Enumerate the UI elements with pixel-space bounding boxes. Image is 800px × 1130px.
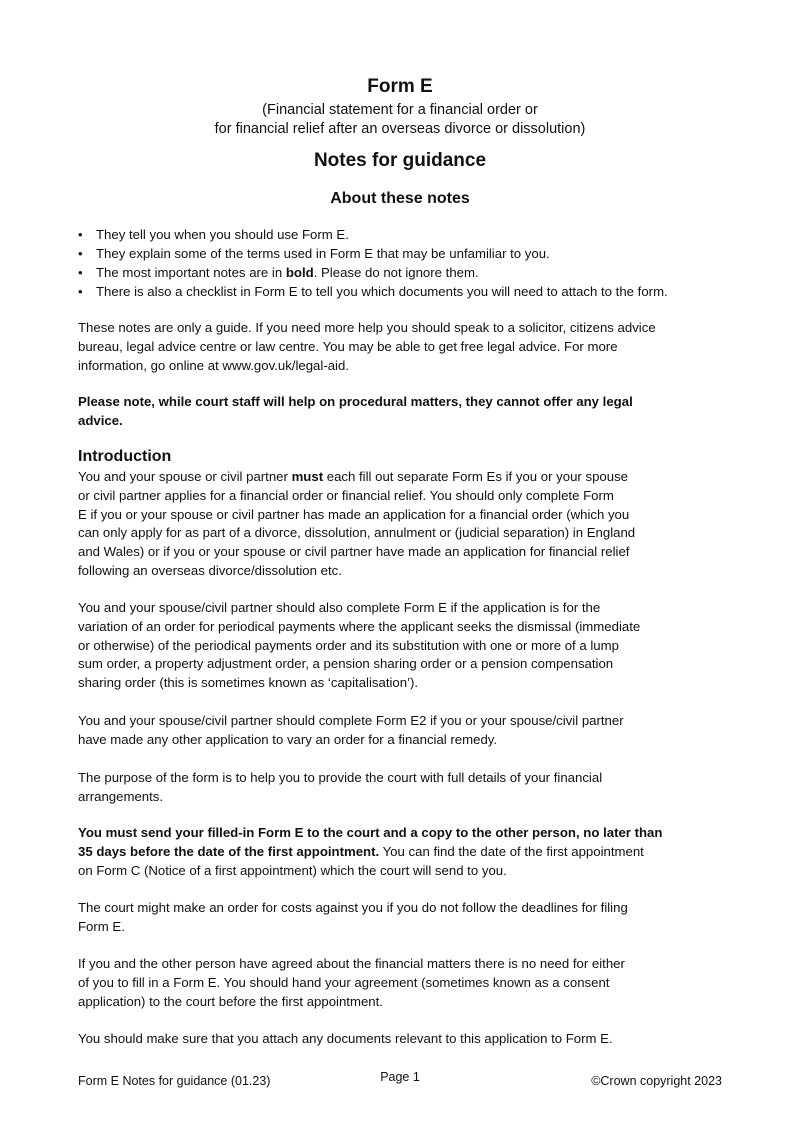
paragraph-line: application) to the court before the first appointment. (78, 993, 383, 1009)
introduction-paragraph-8 (78, 1030, 728, 1049)
bullet-text: . Please do not ignore them. (313, 265, 479, 280)
footer-copyright: ©Crown copyright 2023 (591, 1074, 722, 1088)
paragraph-line (78, 843, 728, 862)
bullet-item (78, 225, 738, 244)
introduction-paragraph-4 (78, 769, 728, 807)
paragraph-bold-text: 35 days before the date of the first appointment. (78, 843, 380, 859)
paragraph-line: You and your spouse/civil partner should also complete Form E if the application is for the (78, 600, 601, 615)
paragraph-text: You and your spouse or civil partner (78, 469, 292, 484)
paragraph-line: sharing order (this is sometimes known as ‘capitalisation’). (78, 675, 419, 691)
paragraph-text: You can find the date of the first appointment (379, 843, 644, 859)
introduction-paragraph-1 (78, 468, 728, 581)
notes-title: Notes for guidance (313, 150, 487, 171)
footer-form-reference: Form E Notes for guidance (01.23) (78, 1074, 271, 1088)
bullet-text: There is also a checklist in Form E to tell you which documents you will need to attach to the form. (96, 284, 668, 299)
paragraph-line: variation of an order for periodical payments where the applicant seeks the dismissal (immediate (78, 618, 641, 634)
paragraph-line: arrangements. (78, 788, 164, 804)
paragraph-line: E if you or your spouse or civil partner has made an application for a financial order (which you (78, 506, 630, 522)
introduction-paragraph-6 (78, 899, 728, 937)
introduction-paragraph-3 (78, 712, 728, 750)
paragraph-bold-text: must (291, 469, 324, 484)
introduction-paragraph-5 (78, 824, 728, 880)
bullet-bold-word: bold (285, 265, 314, 280)
paragraph-line: The court might make an order for costs against you if you do not follow the deadlines for filing (78, 900, 628, 915)
paragraph-line: advice. (78, 412, 123, 428)
bullet-icon: • (78, 246, 83, 261)
paragraph-line: and Wales) or if you or your spouse or civil partner have made an application for financial relief (78, 544, 630, 560)
paragraph-line: You must send your filled-in Form E to the court and a copy to the other person, no later than (78, 825, 663, 840)
paragraph-line: You should make sure that you attach any documents relevant to this application to Form E. (78, 1031, 613, 1046)
bullet-icon: • (78, 265, 83, 280)
paragraph-line: on Form C (Notice of a first appointment) which the court will send to you. (78, 862, 507, 878)
form-subtitle (0, 101, 800, 139)
paragraph-line: or civil partner applies for a financial order or financial relief. You should only complete Form (78, 487, 614, 503)
about-bullet-list (78, 225, 738, 301)
paragraph-line: The purpose of the form is to help you to provide the court with full details of your financial (78, 770, 603, 785)
paragraph-line: have made any other application to vary an order for a financial remedy. (78, 731, 498, 747)
paragraph-line: Form E. (78, 918, 125, 934)
introduction-heading: Introduction (78, 448, 172, 465)
paragraph-line (78, 468, 728, 487)
paragraph-text: each fill out separate Form Es if you or your spouse (323, 469, 629, 484)
bullet-icon: • (78, 284, 83, 299)
bullet-item (78, 263, 738, 282)
about-title: About these notes (330, 190, 470, 207)
bullet-item (78, 282, 738, 301)
bullet-text: The most important notes are in (96, 265, 286, 280)
form-title: Form E (367, 76, 433, 97)
introduction-paragraph-2 (78, 599, 728, 693)
footer-page-number: Page 1 (380, 1070, 420, 1084)
paragraph-line: These notes are only a guide. If you need more help you should speak to a solicitor, citizens advice (78, 320, 656, 335)
paragraph-line: sum order, a property adjustment order, a pension sharing order or a pension compensation (78, 656, 614, 672)
paragraph-line: If you and the other person have agreed about the financial matters there is no need for either (78, 956, 625, 971)
paragraph-line: following an overseas divorce/dissolution etc. (78, 562, 342, 578)
paragraph-line: or otherwise) of the periodical payments order and its substitution with one or more of a lump (78, 637, 619, 653)
paragraph-line: bureau, legal advice centre or law centre. You may be able to get free legal advice. For more (78, 338, 618, 354)
staff-note-paragraph (78, 393, 728, 431)
bullet-text: They explain some of the terms used in Form E that may be unfamiliar to you. (96, 246, 550, 261)
guide-paragraph (78, 319, 728, 375)
paragraph-line: Please note, while court staff will help on procedural matters, they cannot offer any legal (78, 394, 633, 409)
paragraph-line: of you to fill in a Form E. You should hand your agreement (sometimes known as a consent (78, 974, 610, 990)
form-subtitle-line-1: (Financial statement for a financial order or (262, 102, 538, 118)
bullet-icon: • (78, 227, 83, 242)
bullet-text: They tell you when you should use Form E. (96, 227, 349, 242)
paragraph-line: can only apply for as part of a divorce, dissolution, annulment or (judicial separation) in England (78, 525, 636, 541)
introduction-paragraph-7 (78, 955, 728, 1011)
paragraph-line: information, go online at www.gov.uk/legal-aid. (78, 357, 349, 373)
bullet-item (78, 244, 738, 263)
paragraph-line: You and your spouse/civil partner should complete Form E2 if you or your spouse/civil partner (78, 713, 624, 728)
form-subtitle-line-2: for financial relief after an overseas divorce or dissolution) (214, 121, 586, 137)
